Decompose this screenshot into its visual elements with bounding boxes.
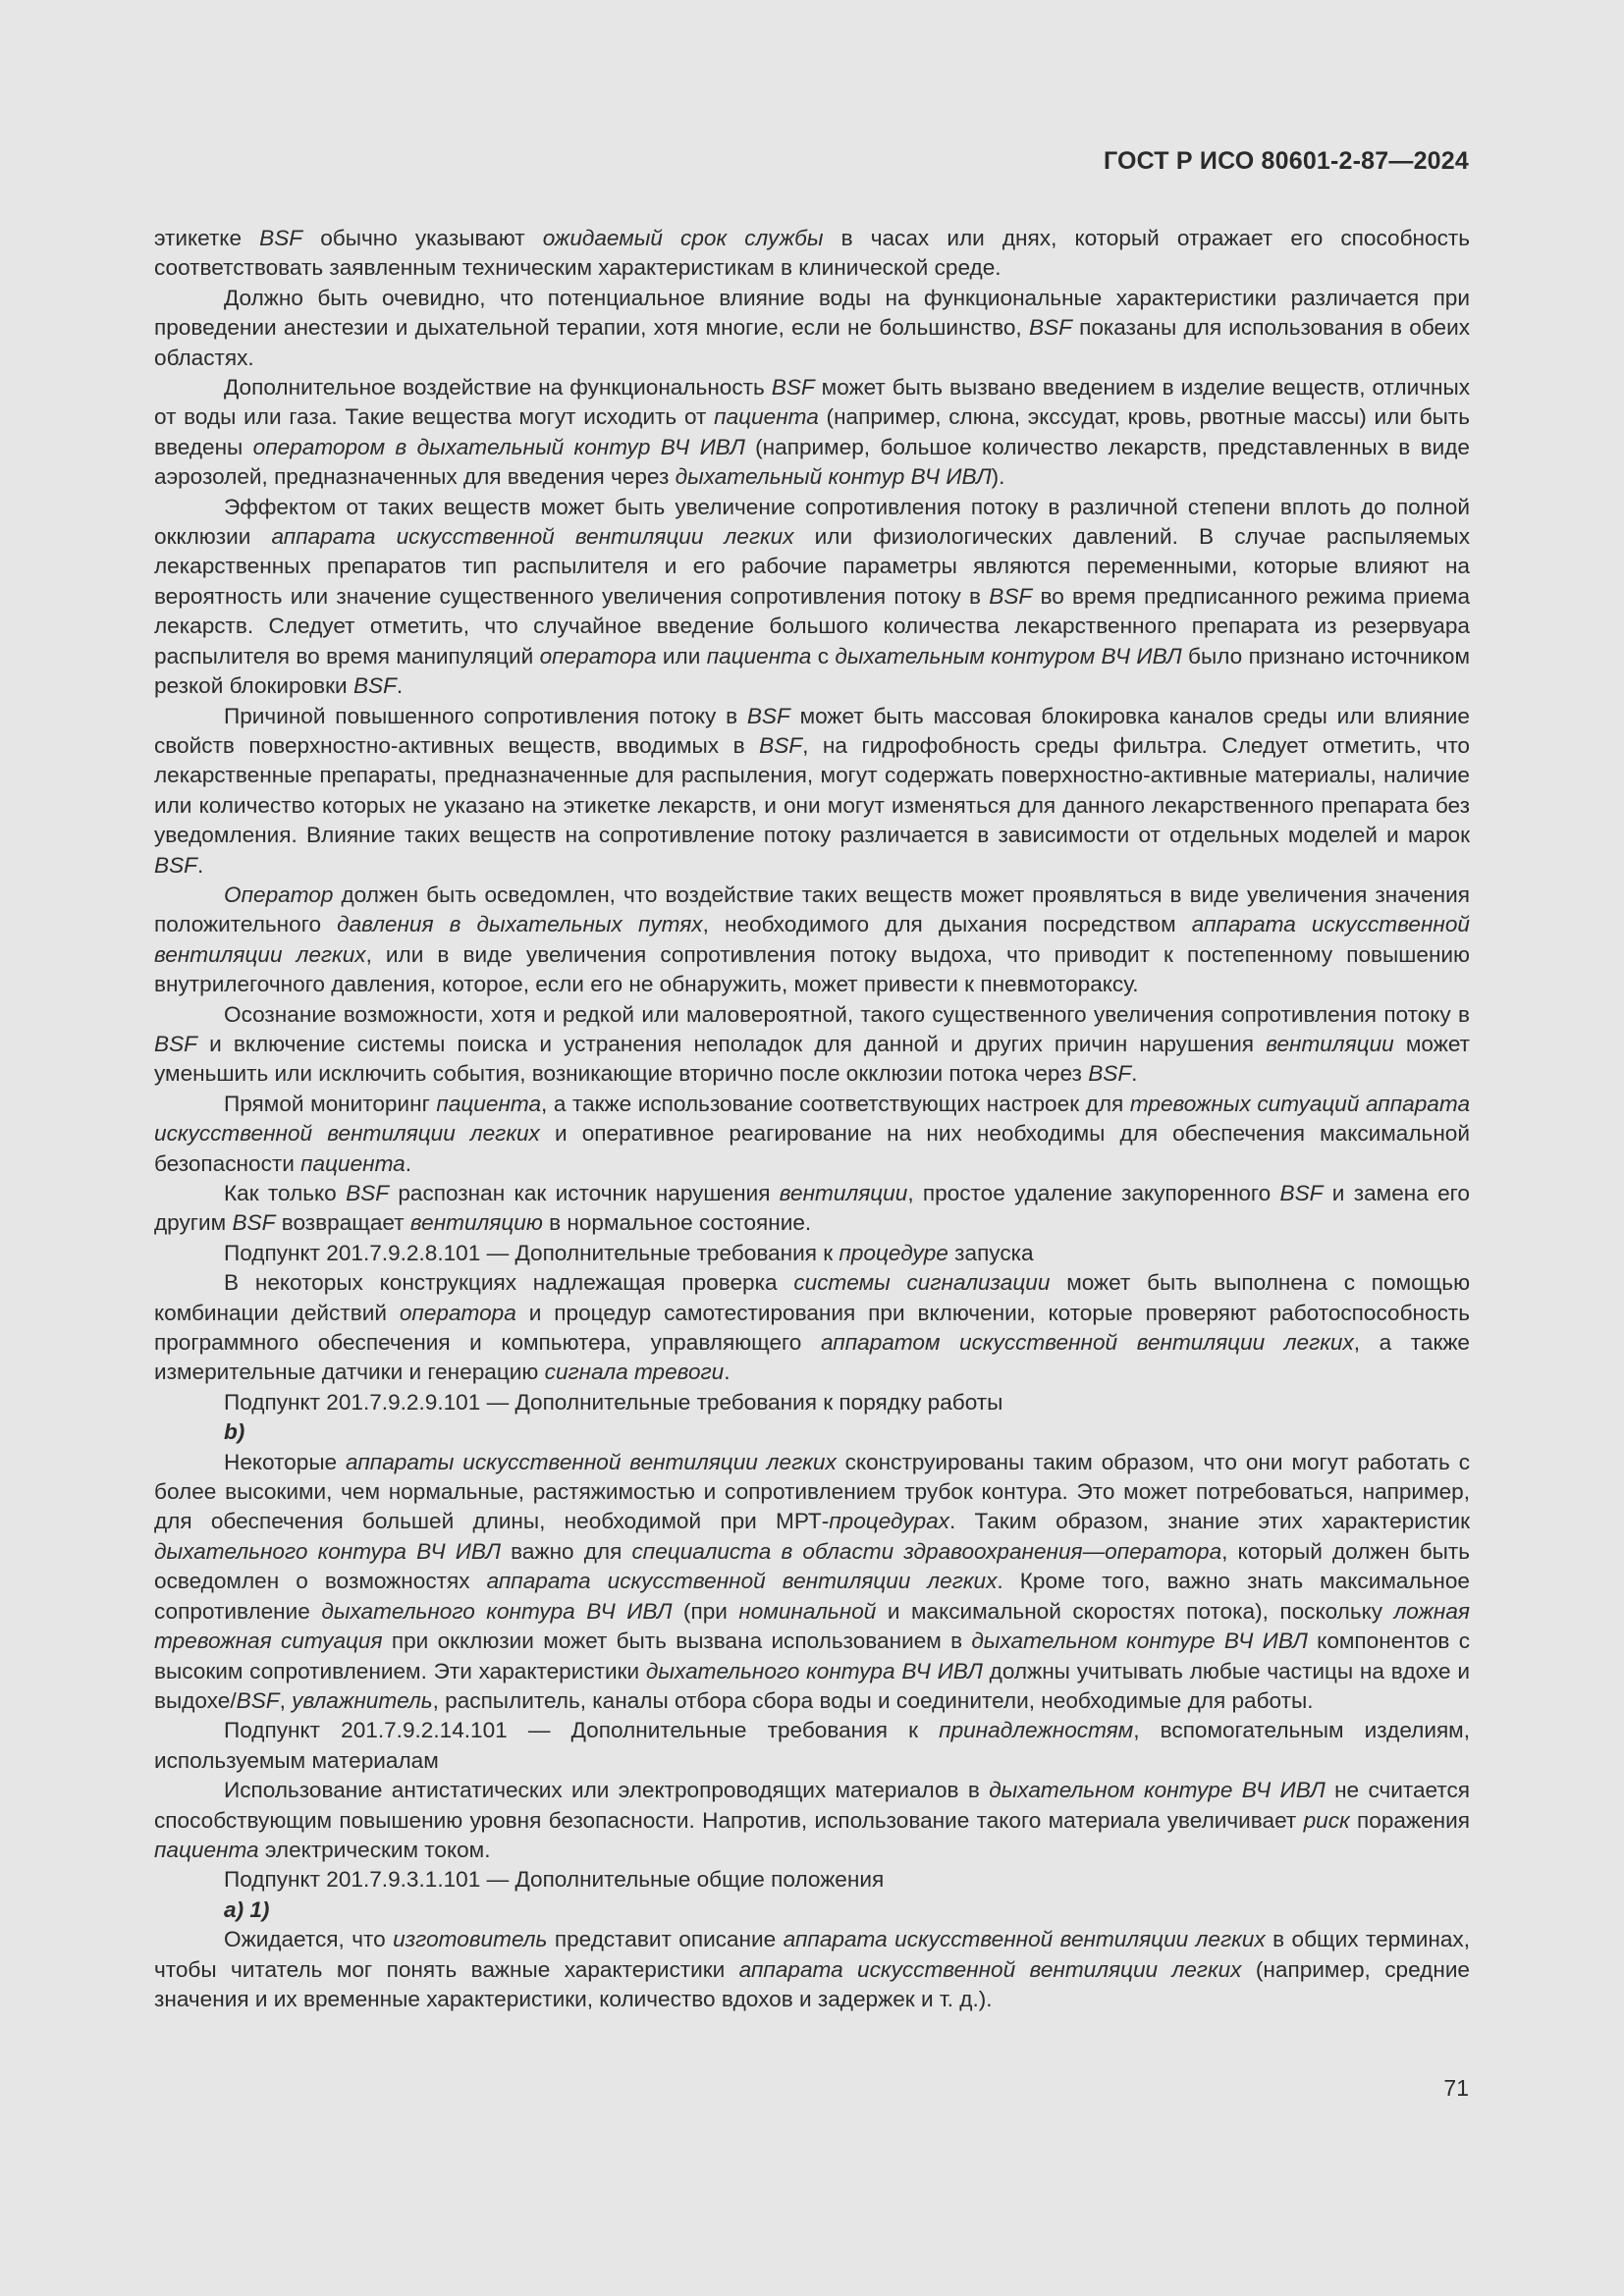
paragraph	[154, 702, 1470, 881]
paragraph	[154, 1896, 1470, 1925]
text-run: во время предписанного режима приема лекарств. Следует отметить, что случайное введение большого количества лекарственного препарата из резервуара распылителя во время манипуляций	[154, 583, 1471, 668]
emphasis-term: BSF	[1279, 1181, 1324, 1205]
text-run: (при	[672, 1598, 739, 1624]
emphasis-term: аппарата искусственной вентиляции легких	[486, 1569, 998, 1594]
text-run: . Таким образом, знание этих характеристик	[948, 1509, 1470, 1534]
emphasis-term: b)	[224, 1419, 245, 1445]
text-run: было признано источником резкой блокировки	[154, 643, 1470, 699]
text-run: Прямой мониторинг	[224, 1091, 437, 1116]
text-run: , распылитель, каналы отбора сбора воды и соединители, необходимые для работы.	[432, 1687, 1314, 1713]
text-run: , а также использование соответствующих настроек для	[541, 1091, 1130, 1116]
paragraph	[154, 1000, 1470, 1090]
emphasis-term: ожидаемый срок службы	[542, 226, 824, 250]
text-run: .	[724, 1360, 731, 1385]
text-run: (например, слюна, экссудат, кровь, рвотные массы) или быть введены	[154, 404, 1470, 459]
emphasis-term: тревожных ситуаций аппарата искусственной вентиляции легких	[154, 1091, 1471, 1147]
text-run: Использование антистатических или электропроводящих материалов в	[224, 1778, 990, 1803]
text-run: распознан как источник нарушения	[389, 1181, 780, 1205]
text-run: в нормальное состояние.	[542, 1210, 812, 1236]
emphasis-term: вентиляции	[779, 1181, 908, 1205]
emphasis-term: BSF	[154, 852, 197, 878]
text-run: с	[811, 643, 836, 668]
text-run: Дополнительное воздействие на функциональность	[224, 375, 772, 400]
emphasis-term: аппарата искусственной вентиляции легких	[271, 524, 794, 550]
text-run: сконструированы таким образом, что они могут работать с более высокими, чем нормальные, растяжимостью и сопротивлением трубок контура. Это может потребоваться, например, для обеспечения большей длины, необходимой при МРТ-	[154, 1449, 1470, 1534]
emphasis-term: аппарата искусственной вентиляции легких	[154, 912, 1470, 967]
text-run: может быть выполнена с помощью комбинации действий	[154, 1270, 1471, 1325]
text-run: в часах или днях, который отражает его способность соответствовать заявленным техническим характеристикам в клинической среде.	[154, 226, 1470, 281]
text-run: должен быть осведомлен, что воздействие таких веществ может проявляться в виде увеличения значения положительного	[154, 881, 1470, 937]
emphasis-term: изготовитель	[393, 1927, 548, 1952]
text-run: , или в виде увеличения сопротивления потоку выдоха, что приводит к постепенному повышению внутрилегочного давления, которое, если его не обнаружить, может привести к пневмотораксу.	[154, 941, 1470, 997]
emphasis-term: BSF	[236, 1687, 280, 1713]
emphasis-term: ложная тревожная ситуация	[154, 1598, 1470, 1654]
emphasis-term: оператора	[539, 643, 657, 668]
paragraph	[154, 1776, 1470, 1865]
text-run: , а также измерительные датчики и генерацию	[154, 1330, 1471, 1385]
text-run: электрическим током.	[258, 1837, 491, 1862]
document-body	[154, 224, 1470, 2014]
paragraph	[154, 493, 1470, 702]
paragraph	[154, 1716, 1470, 1776]
paragraph	[154, 1239, 1470, 1268]
text-run: Эффектом от таких веществ может быть увеличение сопротивления потоку в различной степени вплоть до полной окклюзии	[154, 494, 1470, 550]
page-number: 71	[1443, 2075, 1469, 2101]
text-run: (например, средние значения и их временные характеристики, количество вдохов и задержек и т. д.).	[154, 1956, 1470, 2011]
text-run: В некоторых конструкциях надлежащая проверка	[224, 1270, 794, 1296]
emphasis-term: номинальной	[738, 1598, 877, 1624]
text-run: (например, большое количество лекарств, представленных в виде аэрозолей, предназначенных для введения через	[154, 434, 1470, 490]
text-run: Причиной повышенного сопротивления потоку в	[224, 703, 747, 728]
emphasis-term: давления в дыхательных путях	[337, 912, 703, 937]
text-run: Подпункт 201.7.9.2.8.101 — Дополнительные требования к	[224, 1240, 839, 1265]
text-run: этикетке	[154, 226, 260, 250]
emphasis-term: оператором в дыхательный контур ВЧ ИВЛ	[252, 434, 745, 459]
emphasis-term: BSF	[259, 226, 303, 250]
text-run: может быть вызвано введением в изделие веществ, отличных от воды или газа. Такие вещества могут исходить от	[154, 375, 1470, 430]
emphasis-term: Оператор	[224, 881, 334, 907]
emphasis-term: процедуре	[839, 1240, 948, 1265]
text-run: и максимальной скоростях потока), поскольку	[876, 1598, 1394, 1624]
emphasis-term: аппарата искусственной вентиляции легких	[738, 1956, 1242, 1982]
paragraph	[154, 1417, 1470, 1447]
emphasis-term: принадлежностям	[939, 1718, 1134, 1743]
paragraph	[154, 1865, 1470, 1895]
paragraph	[154, 1090, 1470, 1179]
emphasis-term: BSF	[346, 1181, 390, 1205]
text-run: ).	[991, 464, 1005, 490]
emphasis-term: пациента	[300, 1150, 406, 1176]
emphasis-term: дыхательный контур ВЧ ИВЛ	[675, 464, 992, 490]
text-run: .	[1131, 1061, 1138, 1087]
emphasis-term: пациента	[436, 1091, 542, 1116]
text-run: обычно указывают	[302, 226, 543, 250]
text-run: представит описание	[547, 1927, 784, 1952]
emphasis-term: вентиляции	[1266, 1031, 1394, 1056]
emphasis-term: BSF	[771, 375, 815, 400]
text-run: поражения	[1349, 1807, 1470, 1833]
paragraph	[154, 284, 1470, 373]
emphasis-term: увлажнитель	[292, 1687, 433, 1713]
text-run: должны учитывать любые частицы на вдохе и выдохе/	[154, 1658, 1471, 1713]
emphasis-term: BSF	[352, 673, 397, 699]
emphasis-term: дыхательном контуре ВЧ ИВЛ	[971, 1629, 1308, 1654]
emphasis-term: вентиляцию	[409, 1210, 543, 1236]
text-run: .	[396, 673, 404, 699]
emphasis-term: пациента	[154, 1837, 259, 1862]
emphasis-term: дыхательного контура ВЧ ИВЛ	[321, 1598, 673, 1624]
text-run: Подпункт 201.7.9.2.14.101 — Дополнительные требования к	[224, 1718, 940, 1743]
text-run: и замена его другим	[154, 1181, 1470, 1236]
text-run: Подпункт 201.7.9.2.9.101 — Дополнительные требования к порядку работы	[224, 1389, 1003, 1415]
emphasis-term: дыхательного контура ВЧ ИВЛ	[154, 1538, 501, 1564]
text-run: запуска	[947, 1240, 1034, 1265]
emphasis-term: аппараты искусственной вентиляции легких	[346, 1449, 837, 1474]
paragraph	[154, 1925, 1470, 2014]
emphasis-term: сигнала тревоги	[544, 1360, 725, 1385]
emphasis-term: BSF	[232, 1210, 276, 1236]
paragraph	[154, 1179, 1470, 1239]
text-run: ,	[279, 1687, 293, 1713]
text-run: Как только	[224, 1181, 347, 1205]
emphasis-term: BSF	[746, 703, 790, 728]
emphasis-term: дыхательном контуре ВЧ ИВЛ	[989, 1778, 1326, 1803]
text-run: .	[196, 852, 204, 878]
emphasis-term: пациента	[714, 404, 819, 430]
text-run: или физиологических давлений. В случае распыляемых лекарственных препаратов тип распылителя и его рабочие параметры являются переменными, которые влияют на вероятность или значение существенного увеличения сопротивления потоку в	[154, 524, 1470, 609]
text-run: , который должен быть осведомлен о возможностях	[154, 1538, 1471, 1594]
text-run: Ожидается, что	[224, 1927, 394, 1952]
emphasis-term: BSF	[154, 1031, 197, 1056]
text-run: может быть массовая блокировка каналов среды или влияние свойств поверхностно-активных веществ, вводимых в	[154, 703, 1470, 758]
text-run: показаны для использования в обеих областях.	[154, 315, 1470, 370]
text-run: и включение системы поиска и устранения неполадок для данной и других причин нарушения	[196, 1031, 1267, 1056]
text-run: , простое удаление закупоренного	[907, 1181, 1280, 1205]
emphasis-term: специалиста в области здравоохранения—оператора	[631, 1538, 1222, 1564]
paragraph	[154, 224, 1470, 284]
paragraph	[154, 1388, 1470, 1417]
emphasis-term: BSF	[759, 732, 803, 758]
text-run: , необходимого для дыхания посредством	[702, 912, 1192, 937]
emphasis-term: аппарата искусственной вентиляции легких	[783, 1927, 1266, 1952]
emphasis-term: системы сигнализации	[793, 1270, 1051, 1296]
emphasis-term: процедурах	[829, 1509, 949, 1534]
text-run: или	[656, 643, 707, 668]
emphasis-term: оператора	[399, 1300, 516, 1325]
text-run: Некоторые	[224, 1449, 347, 1474]
paragraph	[154, 373, 1470, 493]
emphasis-term: BSF	[1088, 1061, 1132, 1087]
text-run: и оперативное реагирование на них необходимы для обеспечения максимальной безопасности	[154, 1121, 1470, 1176]
paragraph	[154, 1268, 1470, 1388]
text-run: компонентов с высоким сопротивлением. Эти характеристики	[154, 1629, 1470, 1683]
text-run: , на гидрофобность среды фильтра. Следует отметить, что лекарственные препараты, предназначенные для распыления, могут содержать поверхностно-активные материалы, наличие или количество которых не указано на этикетке лекарств, и они могут изменяться для данного лекарственного препарата без уведомления. Влияние таких веществ на сопротивление потоку различается в зависимости от отдельных моделей и марок	[154, 732, 1470, 848]
text-run: и процедур самотестирования при включении, которые проверяют работоспособность программного обеспечения и компьютера, управляющего	[154, 1300, 1471, 1356]
text-run: Осознание возможности, хотя и редкой или маловероятной, такого существенного увеличения сопротивления потоку в	[224, 1001, 1470, 1027]
emphasis-term: риск	[1303, 1807, 1350, 1833]
emphasis-term: BSF	[1028, 315, 1072, 341]
emphasis-term: аппаратом искусственной вентиляции легких	[820, 1330, 1354, 1356]
emphasis-term: a) 1)	[224, 1896, 270, 1922]
text-run: Подпункт 201.7.9.3.1.101 — Дополнительные общие положения	[224, 1867, 885, 1893]
paragraph	[154, 1448, 1470, 1717]
emphasis-term: дыхательного контура ВЧ ИВЛ	[645, 1658, 983, 1683]
text-run: может уменьшить или исключить события, возникающие вторично после окклюзии потока через	[154, 1031, 1470, 1087]
document-header: ГОСТ Р ИСО 80601-2-87—2024	[1103, 147, 1469, 175]
text-run: не считается способствующим повышению уровня безопасности. Напротив, использование такого материала увеличивает	[154, 1778, 1470, 1833]
text-run: Должно быть очевидно, что потенциальное влияние воды на функциональные характеристики различается при проведении анестезии и дыхательной терапии, хотя многие, если не большинство,	[154, 285, 1470, 341]
text-run: . Кроме того, важно знать максимальное сопротивление	[154, 1569, 1470, 1624]
emphasis-term: дыхательным контуром ВЧ ИВЛ	[835, 643, 1182, 668]
text-run: при окклюзии может быть вызвана использованием в	[382, 1629, 972, 1654]
text-run: возвращает	[275, 1210, 410, 1236]
emphasis-term: пациента	[706, 643, 812, 668]
text-run: .	[405, 1150, 412, 1176]
text-run: в общих терминах, чтобы читатель мог понять важные характеристики	[154, 1927, 1471, 1982]
text-run: , вспомогательным изделиям, используемым материалам	[154, 1718, 1470, 1773]
text-run: важно для	[501, 1538, 632, 1564]
paragraph	[154, 881, 1470, 1000]
emphasis-term: BSF	[989, 583, 1033, 609]
